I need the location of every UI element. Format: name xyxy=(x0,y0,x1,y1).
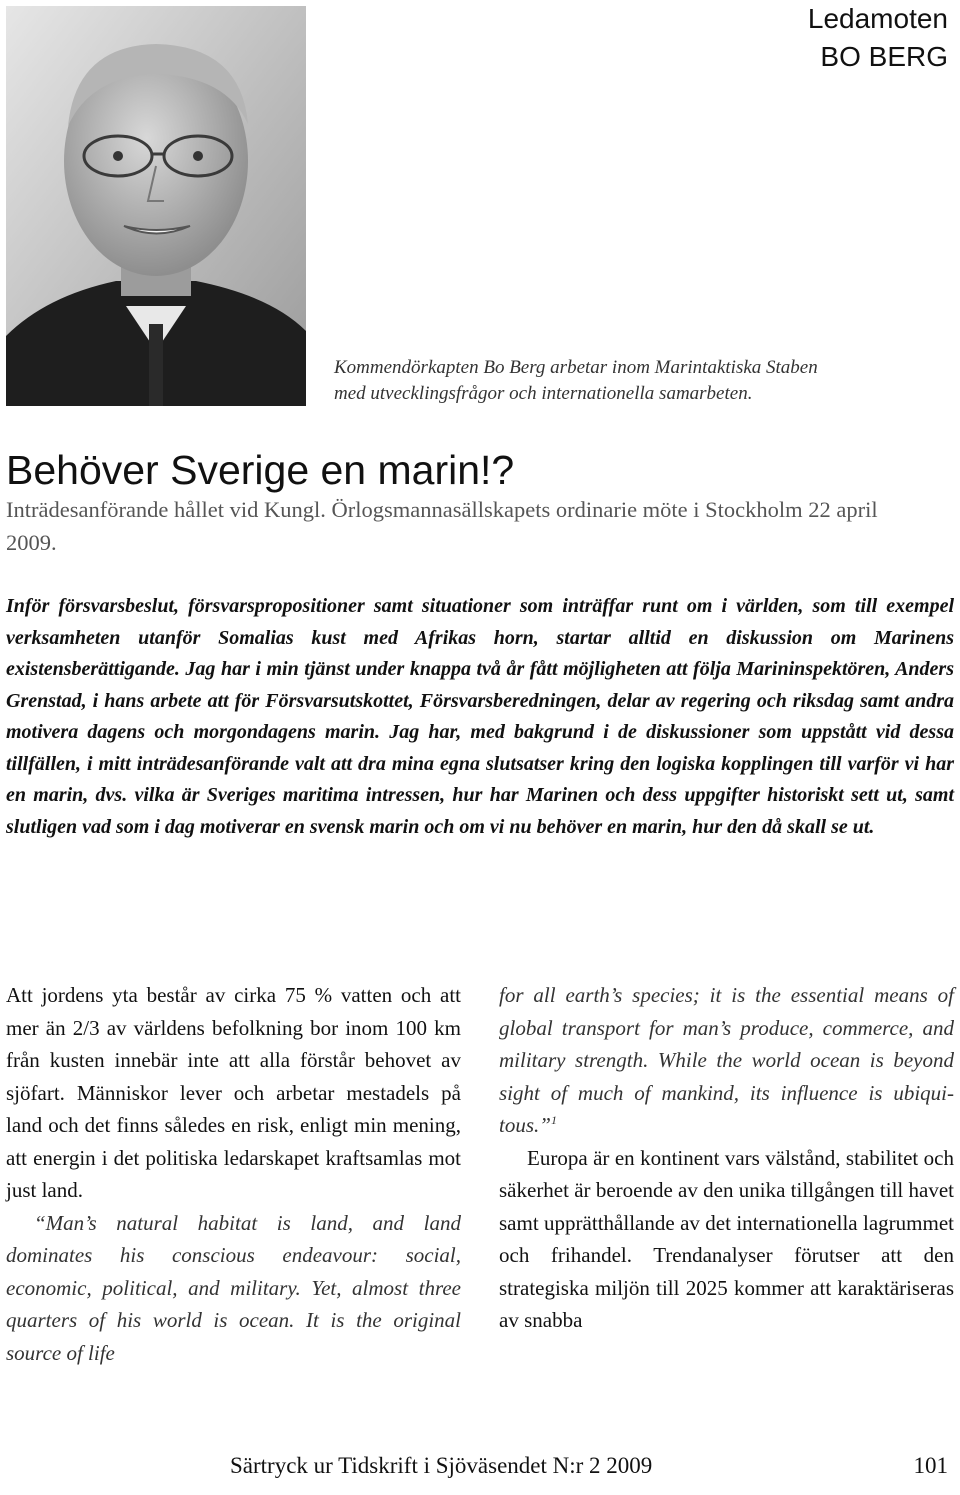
page-footer xyxy=(230,1446,954,1486)
footnote-marker: 1 xyxy=(550,1113,557,1127)
author-name: BO BERG xyxy=(820,41,948,72)
body-column-right xyxy=(499,979,954,1337)
body-column-left xyxy=(6,979,461,1369)
quote-text: for all earth’s species; it is the essential means of global transport for man’s produce, commerce, and military strength. While the world ocean is beyond sight of much of mankind, its influence is ubiquitous.” xyxy=(499,983,954,1137)
photo-caption xyxy=(334,355,954,407)
caption-line-1: Kommendörkapten Bo Berg arbetar inom Marintaktiska Staben xyxy=(334,357,818,378)
quote-paragraph: “Man’s natural habitat is land, and land dominates his conscious endeavour: social, economic, political, and military. Yet, almost three quarters of his world is ocean. It is the original source of life xyxy=(6,1210,461,1365)
article-intro: Inför försvarsbeslut, försvarspropositioner samt situationer som inträffar runt om i världen, som till exempel verksamheten utanför Somalias kust med Afrikas horn, startar alltid en diskussion om Marinens existensberättigande. Jag har i min tjänst under knappa två år fått möjligheten att följa Marininspektören, Anders Grenstad, i hans arbete att för Försvarsutskottet, Försvarsberedningen, delar av regering och riksdag samt andra motivera dagens och morgondagens marin. Jag har, med bakgrund i de diskussioner som uppstått vid dessa tillfällen, i mitt inträdesanförande valt att dra mina egna slutsatser kring den logiska kopplingen till varför vi har en marin, dvs. vilka är Sveriges maritima intressen, hur har Marinen och dess uppgifter historiskt sett ut, samt slutligen vad som i dag motiverar en svensk marin och om vi nu behöver en marin, hur den då skall se ut. xyxy=(6,595,954,838)
body-paragraph: Europa är en kontinent vars välstånd, stabilitet och säkerhet är beroende av den unika tillgången till havet samt upprätthållande av det internationella lagrummet och frihandel. Trendanalyser förutser att den strategiska miljön till 2025 kommer att karaktäriseras av snabba xyxy=(499,1145,954,1332)
section-label xyxy=(808,0,948,76)
section-label-line1: Ledamoten xyxy=(807,3,948,34)
article-title: Behöver Sverige en marin!? xyxy=(6,447,515,493)
quote-continuation xyxy=(499,979,954,1142)
publication-line: Särtryck ur Tidskrift i Sjöväsendet N:r 2 2009 xyxy=(230,1453,653,1478)
body-paragraph: Att jordens yta består av cirka 75 % vatten och att mer än 2/3 av världens befolkning bor inom 100 km från kusten innebär inte att alla förstår behovet av sjöfart. Människor lever och arbetar mestadels på land och det finns således en risk, enligt min mening, att energin i det politiska ledarskapet kraftsamlas mot just land. xyxy=(6,983,461,1202)
page-number: 101 xyxy=(913,1453,948,1478)
article-subtitle: Inträdesanförande hållet vid Kungl. Örlogsmannasällskapets ordinarie möte i Stockholm 22 april 2009. xyxy=(6,497,878,555)
portrait-photo xyxy=(6,6,306,406)
caption-line-2: med utvecklingsfrågor och internationella samarbeten. xyxy=(334,383,753,404)
